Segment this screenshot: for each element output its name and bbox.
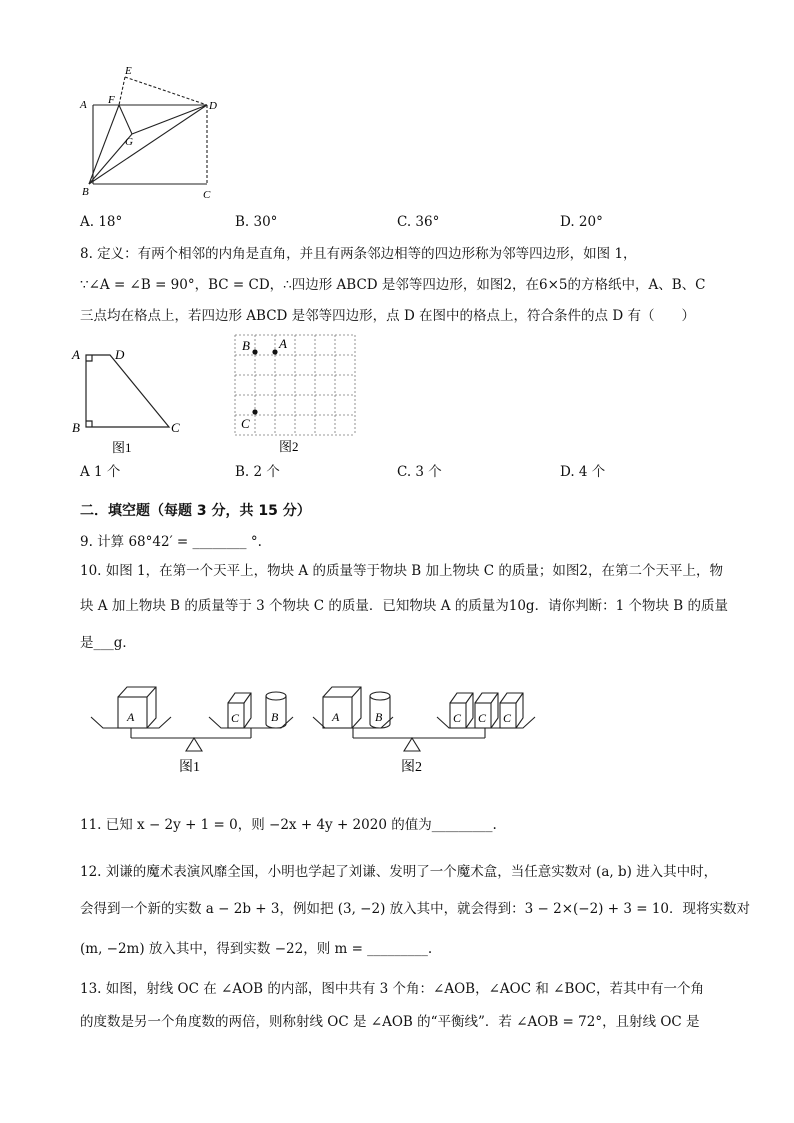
q11-text: 11. 已知 x − 2y + 1 = 0，则 −2x + 4y + 2020 的值为_________. (80, 817, 497, 833)
q8-line-3: 三点均在格点上，若四边形 ABCD 是邻等四边形，点 D 在图中的格点上，符合条件的点 D 有（ ） (80, 308, 695, 324)
q8-line-2: ∵∠A = ∠B = 90°，BC = CD，∴四边形 ABCD 是邻等四边形，如图2，在6×5的方格纸中，A、B、C (80, 277, 706, 293)
q9-text: 9. 计算 68°42′ = ________ °. (80, 534, 262, 550)
q8-fig1-label-A: A (72, 347, 80, 362)
q7-figure (70, 62, 240, 204)
q10-fig1-caption: 图1 (179, 760, 200, 775)
q10-line-3: 是___g． (80, 635, 136, 651)
q8-fig2-label-A: A (279, 336, 287, 351)
q10-line-2: 块 A 加上物块 B 的质量等于 3 个物块 C 的质量．已知物块 A 的质量为10g．请你判断：1 个物块 B 的质量 (80, 598, 728, 614)
q8-fig1-label-B: B (72, 420, 80, 435)
q10-fig2-label-C2: C (478, 711, 487, 725)
q7-label-B: B (82, 186, 89, 198)
q8-fig1-caption: 图1 (112, 440, 132, 455)
q8-point-A (272, 349, 277, 354)
q7-label-A: A (80, 99, 87, 111)
q10-fig2-label-A: A (332, 710, 340, 724)
q10-fig1-label-B: B (271, 710, 279, 724)
q8-option-c[interactable]: C. 3 个 (397, 464, 442, 480)
q13-line-1: 13. 如图，射线 OC 在 ∠AOB 的内部，图中共有 3 个角：∠AOB，∠AOC 和 ∠BOC，若其中有一个角 (80, 981, 705, 997)
q7-option-d[interactable]: D. 20° (560, 214, 603, 230)
q10-line-1: 10. 如图 1，在第一个天平上，物块 A 的质量等于物块 B 加上物块 C 的质量；如图2，在第二个天平上，物 (80, 563, 723, 579)
q13-line-2: 的度数是另一个角度数的两倍，则称射线 OC 是 ∠AOB 的“平衡线”．若 ∠AOB = 72°，且射线 OC 是 (80, 1014, 700, 1030)
q10-fig2-label-B: B (375, 710, 383, 724)
q8-point-B (252, 349, 257, 354)
q12-line-1: 12. 刘谦的魔术表演风靡全国，小明也学起了刘谦、发明了一个魔术盒，当任意实数对 (a, b) 进入其中时， (80, 864, 718, 880)
q7-option-a[interactable]: A. 18° (80, 214, 123, 230)
q8-figure-2 (228, 328, 368, 458)
q8-point-C (252, 409, 257, 414)
q8-fig1-label-D: D (115, 347, 125, 362)
q7-option-c[interactable]: C. 36° (397, 214, 440, 230)
q8-line-1: 8. 定义：有两个相邻的内角是直角，并且有两条邻边相等的四边形称为邻等四边形，如图 1， (80, 246, 637, 262)
q10-fig2-label-C1: C (453, 711, 462, 725)
q8-option-b[interactable]: B. 2 个 (235, 464, 280, 480)
q7-label-F: F (108, 94, 115, 106)
q8-option-a[interactable]: A 1 个 (80, 464, 121, 480)
q7-label-E: E (125, 65, 132, 77)
q7-label-G: G (125, 136, 133, 148)
q10-fig1-label-A: A (127, 710, 135, 724)
q10-fig1-label-C: C (231, 711, 240, 725)
q8-fig2-label-B: B (242, 338, 250, 353)
q8-option-d[interactable]: D. 4 个 (560, 464, 606, 480)
q8-figure-1 (68, 340, 188, 460)
q7-option-b[interactable]: B. 30° (235, 214, 278, 230)
q10-fig2-caption: 图2 (401, 760, 422, 775)
q12-line-2: 会得到一个新的实数 a − 2b + 3，例如把 (3, −2) 放入其中，就会得到：3 − 2×(−2) + 3 = 10．现将实数对 (80, 901, 751, 917)
q7-label-C: C (203, 189, 211, 201)
q8-fig1-label-C: C (171, 420, 180, 435)
q12-line-3: (m, −2m) 放入其中，得到实数 −22，则 m = _________. (80, 941, 433, 957)
section-heading: 二．填空题（每题 3 分，共 15 分） (80, 503, 311, 519)
q8-fig2-label-C: C (241, 416, 250, 431)
q8-fig2-caption: 图2 (279, 439, 299, 454)
q10-fig2-label-C3: C (503, 711, 512, 725)
q10-balance-figure (85, 680, 705, 780)
q7-label-D: D (209, 100, 217, 112)
